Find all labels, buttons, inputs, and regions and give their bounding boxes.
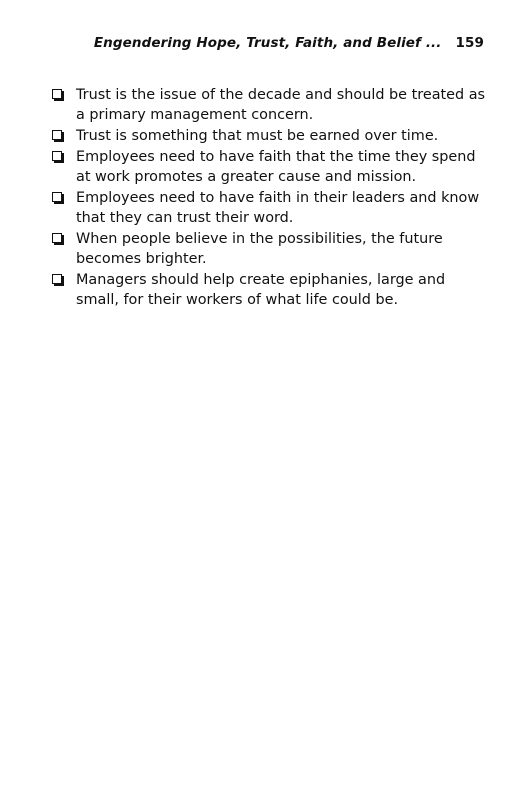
list-item xyxy=(50,270,490,310)
list-item xyxy=(50,188,490,228)
list-item-text: When people believe in the possibilities, the future becomes brighter. xyxy=(76,231,443,267)
list-item xyxy=(50,229,490,269)
checkbox-icon xyxy=(52,233,62,243)
page-number: 159 xyxy=(455,35,484,51)
list-item-text: Trust is the issue of the decade and should be treated as a primary management concern. xyxy=(76,87,486,123)
list-item-text: Managers should help create epiphanies, large and small, for their workers of what life could be. xyxy=(76,272,446,308)
running-title: Engendering Hope, Trust, Faith, and Belief ... xyxy=(93,35,442,51)
checkbox-icon xyxy=(52,274,62,284)
list-item xyxy=(50,126,490,146)
checkbox-icon xyxy=(52,130,62,140)
list-item-text: Employees need to have faith in their leaders and know that they can trust their word. xyxy=(76,190,480,226)
list-item-text: Employees need to have faith that the time they spend at work promotes a greater cause and mission. xyxy=(76,149,476,185)
checkbox-icon xyxy=(52,192,62,202)
list-item xyxy=(50,85,490,125)
checklist xyxy=(50,85,490,311)
checkbox-icon xyxy=(52,89,62,99)
list-item xyxy=(50,147,490,187)
running-head xyxy=(48,35,484,51)
list-item-text: Trust is something that must be earned over time. xyxy=(76,128,439,144)
checkbox-icon xyxy=(52,151,62,161)
